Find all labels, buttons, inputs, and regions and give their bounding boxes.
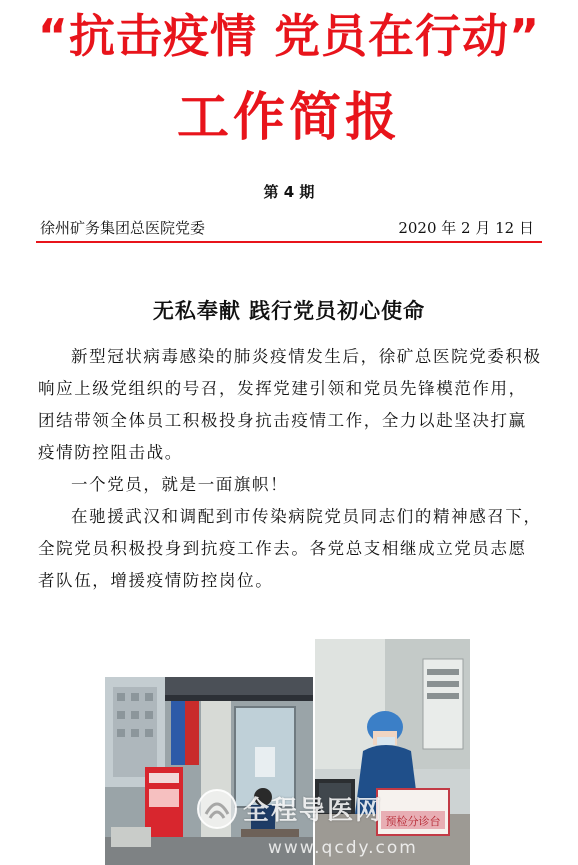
watermark-url: www.qcdy.com: [268, 838, 418, 858]
header-divider: [36, 241, 542, 243]
photo-triage-desk: [315, 639, 470, 865]
photo-hospital-entrance: [105, 677, 313, 865]
triage-sign-text: 预检分诊台: [385, 815, 441, 828]
publish-date: 2020 年 2 月 12 日: [398, 219, 534, 237]
watermark-text: 全程导医网: [243, 796, 384, 826]
masthead-title: “抗击疫情 党员在行动”: [37, 9, 541, 63]
organization: 徐州矿务集团总医院党委: [40, 219, 206, 237]
watermark-logo-icon: [196, 788, 238, 830]
paragraph: 一个党员，就是一面旗帜！: [71, 475, 289, 494]
photo-hospital-entrance-image: [105, 677, 313, 865]
article-title: 无私奉献 践行党员初心使命: [152, 299, 426, 323]
article-body: [38, 341, 544, 597]
paragraph: 新型冠状病毒感染的肺炎疫情发生后，徐矿总医院党委积极响应上级党组织的号召，发挥党建引领和党员先锋模范作用，团结带领全体员工积极投身抗击疫情工作，全力以赴坚决打赢疫情防控阻击战。: [38, 347, 542, 462]
issue-number: 第 4 期: [263, 183, 315, 201]
paragraph: 在驰援武汉和调配到市传染病院党员同志们的精神感召下，全院党员积极投身到抗疫工作去。各党总支相继成立党员志愿者队伍，增援疫情防控岗位。: [38, 507, 542, 590]
masthead-subtitle: 工作简报: [176, 88, 401, 148]
photo-triage-desk-image: [315, 639, 470, 865]
